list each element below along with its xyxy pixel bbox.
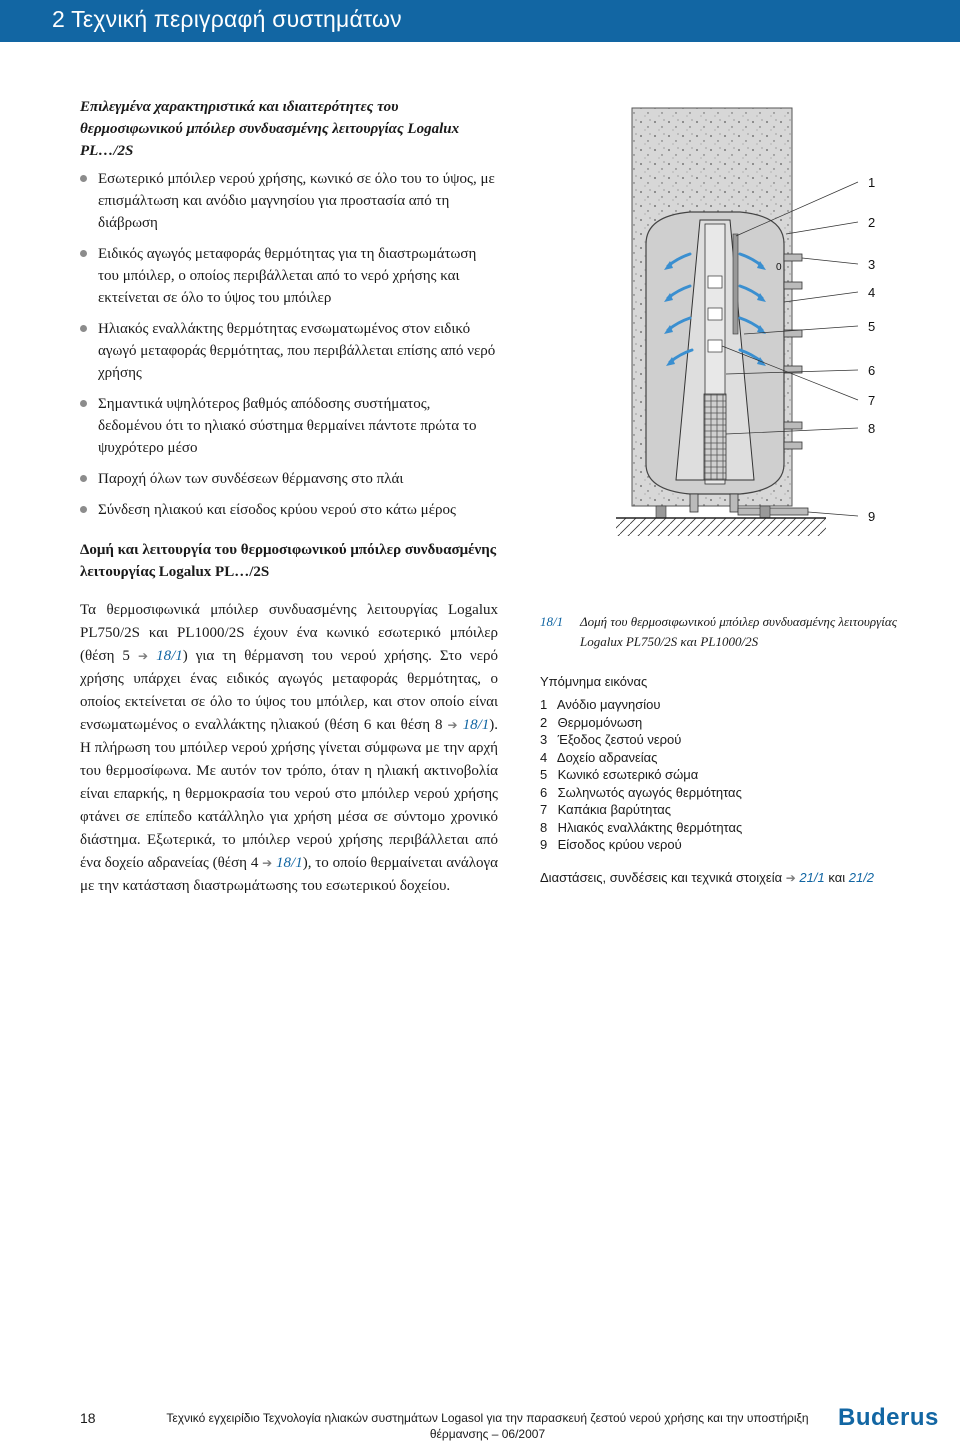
callout-2: 2 — [868, 215, 876, 230]
bullet-icon — [80, 250, 87, 257]
tank-foot — [760, 506, 770, 518]
legend-item: 7 Καπάκια βαρύτητας — [540, 802, 672, 817]
structure-title: Δομή και λειτουργία του θερμοσιφωνικού μπόιλερ συνδυασμένης λειτουργίας Logalux PL…/2S — [80, 542, 497, 580]
list-item: Ειδικός αγωγός μεταφοράς θερμότητας για τη διαστρωμάτωση του μπόιλερ, ο οποίος περιβάλλεται από το νερό χρήσης και εκτείνεται σε όλο το ύψος του μπόιλερ — [80, 243, 498, 309]
gravity-flap — [708, 340, 722, 352]
callout-1: 1 — [868, 175, 876, 190]
legend-item: 2 Θερμομόνωση — [540, 714, 643, 730]
legend-item: 6 Σωληνωτός αγωγός θερμότητας — [540, 784, 742, 800]
bullet-icon — [80, 506, 87, 513]
callout-4: 4 — [868, 285, 876, 300]
figure-ref-link[interactable]: 18/1 — [276, 855, 303, 871]
buderus-logo: Buderus — [838, 1404, 939, 1431]
caption-number: 18/1 — [540, 614, 564, 629]
gauge-label: 0 — [776, 262, 782, 273]
left-column — [80, 96, 498, 898]
legend-item: 9 Είσοδος κρύου νερού — [540, 837, 682, 852]
legend-item: 4 Δοχείο αδρανείας — [540, 749, 658, 765]
legend-list — [540, 696, 940, 854]
callout-6: 6 — [868, 363, 876, 378]
list-item: Ηλιακός εναλλάκτης θερμότητας ενσωματωμένος στον ειδικό αγωγό μεταφοράς θερμότητας, που περιβάλλεται επίσης από νερό χρήσης — [80, 318, 498, 384]
dims-ref-link-2[interactable]: 21/2 — [848, 869, 875, 885]
page-number: 18 — [80, 1410, 96, 1426]
gravity-flap — [708, 308, 722, 320]
bullet-icon — [80, 400, 87, 407]
figure-legend — [540, 672, 940, 885]
callout-3: 3 — [868, 257, 876, 272]
figure-caption — [540, 612, 940, 652]
footer-text: Τεχνικό εγχειρίδιο Τεχνολογία ηλιακών συστημάτων Logasol για την παρασκευή ζεστού νερού χρήσης και την υποστήριξη θέρμανσης – 06/2007 — [166, 1411, 809, 1441]
figure-ref-link[interactable]: 18/1 — [462, 717, 490, 733]
solar-coil — [704, 394, 726, 480]
list-item: Σημαντικά υψηλότερος βαθμός απόδοσης συστήματος, δεδομένου ότι το ηλιακό σύστημα θερμαίνει πάντοτε πρώτα το ψυχρότερο μέσο — [80, 393, 498, 459]
boiler-diagram — [540, 104, 900, 554]
caption-text: Δομή του θερμοσιφωνικού μπόιλερ συνδυασμένης λειτουργίας Logalux PL750/2S και PL1000/2S — [580, 614, 897, 649]
structure-paragraph: Τα θερμοσιφωνικά μπόιλερ συνδυασμένης λειτουργίας Logalux PL750/2S και PL1000/2S έχουν ένα κωνικό εσωτερικό μπόιλερ (θέση 5 ➔ 18/1) για τη θέρμανση του νερού χρήσης. Στο νερό χρήσης υπάρχει ένας ειδικός αγωγός μεταφοράς θερμότητας, ο οποίος εκτείνεται σε όλο το ύψος του μπόιλερ, και στον οποίο είναι ενσωματωμένος ο εναλλάκτης ηλιακού (θέση 6 και θέση 8 ➔ 18/1). Η πλήρωση του μπόιλερ νερού χρήσης γίνεται σύμφωνα με την αρχή του θερμοσίφωνα. Με αυτόν τον τρόπο, όταν η ηλιακή ακτινοβολία είναι επαρκής, η θερμοκρασία του νερού στο μπόιλερ νερού χρήσης φτάνει σε επίπεδο κατάλληλο για χρήση μέσα σε σύντομο χρονικό διάστημα. Εξωτερικά, το μπόιλερ νερού χρήσης περιβάλλεται από ένα δοχείο αδρανείας (θέση 4 ➔ 18/1), το οποίο θερμαίνεται ανάλογα με την κατάσταση διαστρωμάτωσης του εσωτερικού δοχείου. — [80, 602, 499, 894]
legend-item: 1 Ανόδιο μαγνησίου — [540, 697, 661, 712]
callout-5: 5 — [868, 319, 876, 334]
arrow-icon: ➔ — [262, 856, 273, 870]
arrow-icon: ➔ — [137, 649, 149, 663]
page-header — [0, 0, 960, 42]
arrow-icon: ➔ — [785, 870, 796, 885]
arrow-icon: ➔ — [447, 718, 458, 732]
gravity-flap — [708, 276, 722, 288]
figure-ref-link[interactable]: 18/1 — [156, 648, 183, 664]
list-item: Εσωτερικό μπόιλερ νερού χρήσης, κωνικό σε όλο του το ύψος, με επισμάλτωση και ανόδιο μαγνησίου για προστασία από τη διάβρωση — [80, 168, 498, 234]
legend-title: Υπόμνημα εικόνας — [540, 674, 648, 689]
dimensions-reference: Διαστάσεις, συνδέσεις και τεχνικά στοιχεία ➔ 21/1 και 21/2 — [540, 869, 875, 885]
legend-item: 5 Κωνικό εσωτερικό σώμα — [540, 767, 699, 782]
features-title: Επιλεγμένα χαρακτηριστικά και ιδιαιτερότητες του θερμοσιφωνικού μπόιλερ συνδυασμένης λειτουργίας Logalux PL…/2S — [80, 99, 460, 159]
callout-9: 9 — [868, 509, 876, 524]
features-list — [80, 168, 498, 521]
bullet-icon — [80, 325, 87, 332]
callout-7: 7 — [868, 393, 876, 408]
callout-8: 8 — [868, 421, 876, 436]
legend-item: 3 Έξοδος ζεστού νερού — [540, 732, 682, 747]
page-title: 2 Τεχνική περιγραφή συστημάτων — [52, 6, 402, 32]
list-item: Παροχή όλων των συνδέσεων θέρμανσης στο πλάι — [80, 468, 498, 490]
bullet-icon — [80, 475, 87, 482]
magnesium-anode — [733, 234, 738, 334]
list-item: Σύνδεση ηλιακού και είσοδος κρύου νερού στο κάτω μέρος — [80, 499, 498, 521]
floor-hatch — [616, 518, 826, 536]
tank-foot — [656, 506, 666, 518]
legend-item: 8 Ηλιακός εναλλάκτης θερμότητας — [540, 819, 743, 835]
bullet-icon — [80, 175, 87, 182]
boiler-cutaway-illustration — [540, 104, 900, 554]
dims-ref-link-1[interactable]: 21/1 — [799, 869, 825, 885]
